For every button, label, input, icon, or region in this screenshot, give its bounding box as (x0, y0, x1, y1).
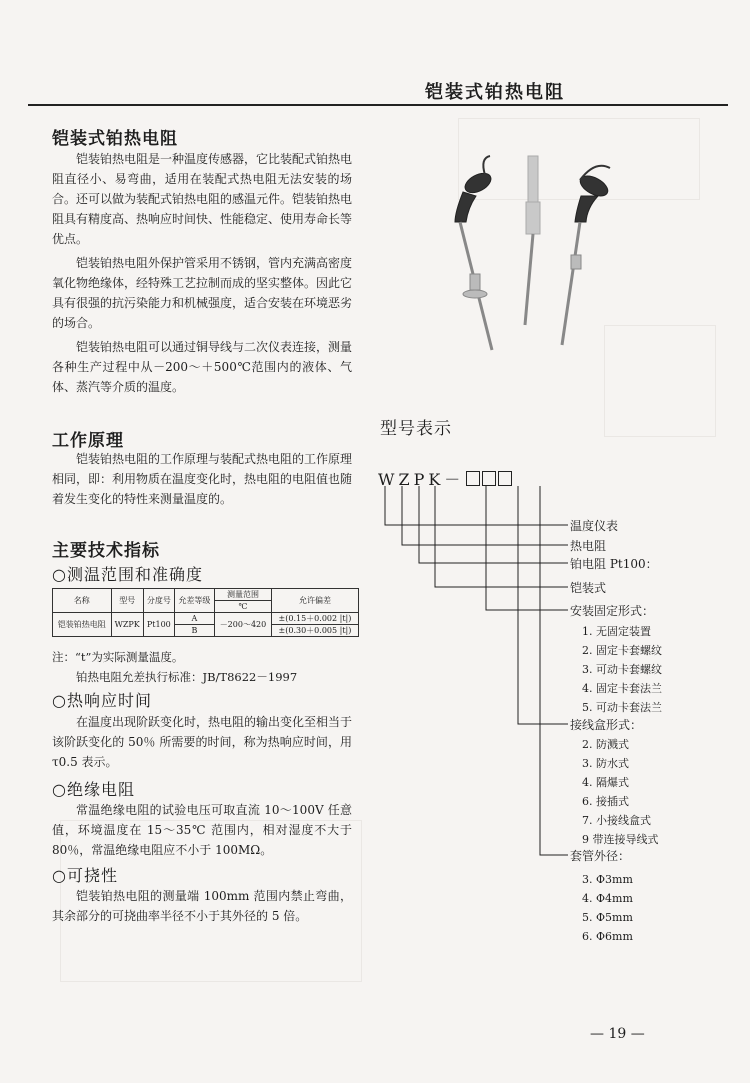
mount-option: 2. 固定卡套螺纹 (582, 644, 662, 657)
junction-option: 6. 接插式 (582, 795, 629, 808)
th-division: 分度号 (143, 589, 174, 613)
model-label-pt100: 铂电阻 Pt100： (570, 557, 658, 571)
page-number: — 19 — (590, 1026, 645, 1042)
table-note: 注：“t”为实际测量温度。 (52, 650, 184, 664)
model-label-thermal-resistor: 热电阻 (570, 539, 607, 553)
diameter-label: 套管外径： (570, 849, 631, 863)
model-heading: 型号表示 (380, 419, 452, 439)
intro-paragraph-1: 铠装铂热电阻是一种温度传感器，它比装配式铂热电阻直径小、易弯曲，适用在装配式热电阻无法安装的场合。还可以做为装配式铂热电阻的感温元件。铠装铂热电阻具有精度高、热响应时间快、性能稳定、使用寿命长等优点。 (52, 152, 353, 246)
mount-option: 3. 可动卡套螺纹 (582, 663, 662, 676)
mount-option: 5. 可动卡套法兰 (582, 701, 662, 714)
cell-tolerance: ±(0.30＋0.005 |t|) (271, 625, 358, 637)
diameter-option: 6. Φ6mm (582, 930, 633, 943)
principle-text: 铠装铂热电阻的工作原理与装配式热电阻的工作原理相同，即：利用物质在温度变化时，热电阻的电阻值也随着发生变化的特性来测量温度的。 (52, 452, 353, 506)
th-model: 型号 (111, 589, 143, 613)
junction-option: 4. 隔爆式 (582, 776, 629, 789)
flex-text: 铠装铂热电阻的测量端 100mm 范围内禁止弯曲，其余部分的可挠曲率半径不小于其外径的 5 倍。 (52, 889, 352, 923)
th-range: 测量范围 (215, 589, 272, 601)
junction-option: 7. 小接线盒式 (582, 814, 651, 827)
th-name: 名称 (53, 589, 112, 613)
diameter-option: 4. Φ4mm (582, 892, 633, 905)
model-label-mounting: 安装固定形式： (570, 604, 655, 618)
standard-text: 铂热电阻允差执行标准：JB/T8622－1997 (76, 670, 298, 684)
flex-heading: ○可挠性 (52, 866, 118, 885)
model-label-instrument: 温度仪表 (570, 519, 619, 533)
th-unit: ℃ (215, 601, 272, 613)
diameter-option: 3. Φ3mm (582, 873, 633, 886)
th-grade: 允差等级 (174, 589, 214, 613)
mount-option: 4. 固定卡套法兰 (582, 682, 662, 695)
cell-division: Pt100 (143, 613, 174, 637)
intro-heading: 铠装式铂热电阻 (52, 129, 178, 149)
cell-name: 铠装铂热电阻 (53, 613, 112, 637)
th-tolerance: 允许偏差 (271, 589, 358, 613)
cell-model: WZPK (111, 613, 143, 637)
response-heading: ○热响应时间 (52, 691, 152, 710)
junction-option: 2. 防溅式 (582, 738, 629, 751)
mount-option: 1. 无固定装置 (582, 625, 651, 638)
intro-paragraph-3: 铠装铂热电阻可以通过铜导线与二次仪表连接，测量各种生产过程中从－200～＋500℃范围内的液体、气体、蒸汽等介质的温度。 (52, 340, 353, 394)
junction-option: 3. 防水式 (582, 757, 629, 770)
cell-grade: A (174, 613, 214, 625)
response-text: 在温度出现阶跃变化时，热电阻的输出变化至相当于该阶跃变化的 50％ 所需要的时间，称为热响应时间，用 τ0.5 表示。 (52, 715, 353, 769)
cell-grade: B (174, 625, 214, 637)
insulation-heading: ○绝缘电阻 (52, 780, 135, 799)
principle-heading: 工作原理 (52, 431, 124, 451)
model-label-armored: 铠装式 (570, 581, 607, 595)
diameter-option: 5. Φ5mm (582, 911, 633, 924)
page-header-title: 铠装式铂热电阻 (425, 82, 565, 103)
range-heading: ○测温范围和准确度 (52, 565, 203, 584)
model-code-text: WZPK－ (378, 470, 465, 489)
intro-paragraph-2: 铠装铂热电阻外保护管采用不锈钢，管内充满高密度氧化物绝缘体，经特殊工艺拉制而成的坚实整体。因此它具有很强的抗污染能力和机械强度，适合安装在环境恶劣的场合。 (52, 256, 353, 330)
junction-option: 9 带连接导线式 (582, 833, 659, 846)
cell-tolerance: ±(0.15＋0.002 |t|) (271, 613, 358, 625)
specs-heading: 主要技术指标 (52, 541, 160, 561)
insulation-text: 常温绝缘电阻的试验电压可取直流 10～100V 任意值，环境温度在 15～35℃ 范围内，相对湿度不大于 80％，常温绝缘电阻应不小于 100MΩ。 (52, 803, 352, 857)
cell-range: －200～420 (215, 613, 272, 637)
junction-label: 接线盒形式： (570, 718, 643, 732)
